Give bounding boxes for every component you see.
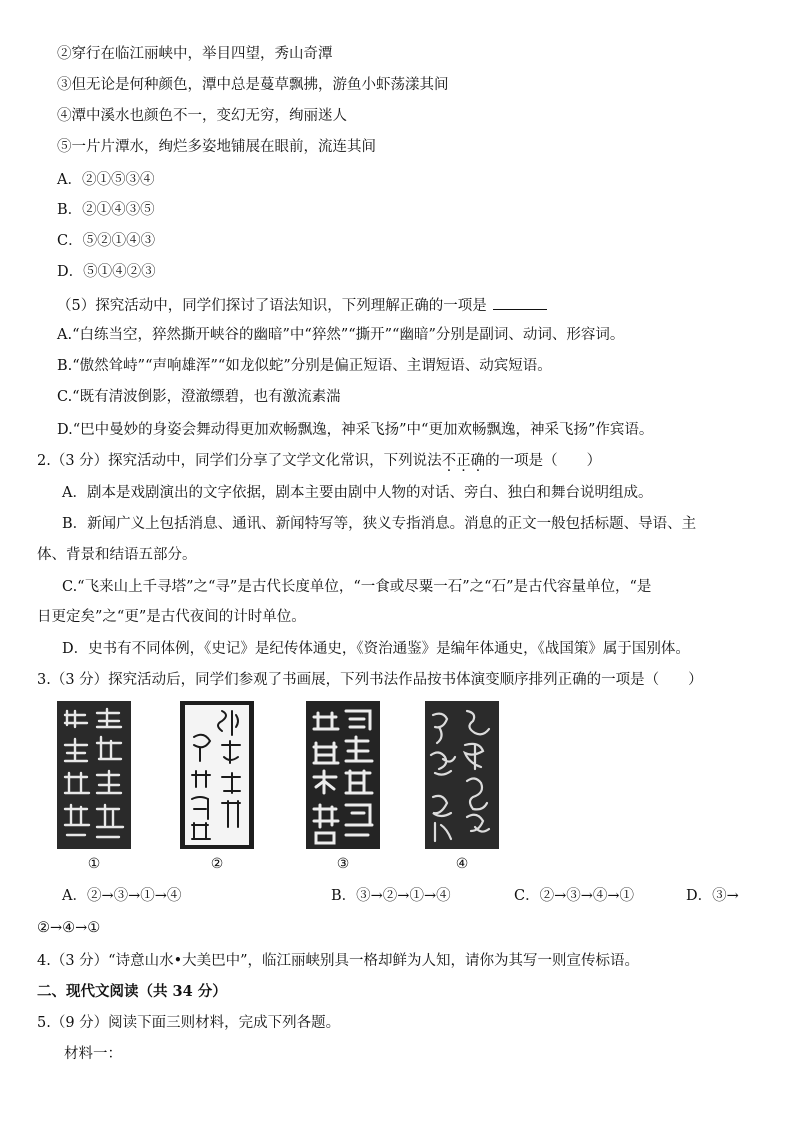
q1-item-2: ②穿行在临江丽峡中，举目四望，秀山奇潭 [57, 46, 333, 62]
calligraphy-rubbing-4 [425, 701, 499, 849]
q2-stem [37, 451, 601, 471]
q1-sub5-stem-text: （5）探究活动中，同学们探讨了语法知识，下列理解正确的一项是 [57, 298, 487, 314]
calligraphy-image-4 [425, 701, 499, 849]
q1-option-d: D．⑤①④②③ [57, 264, 156, 280]
q2-stem-after: 的一项是（ ） [485, 453, 602, 469]
q2-stem-before: 2.（3 分）探究活动中，同学们分享了文学文化常识，下列说法 [37, 453, 442, 469]
q1-sub5-option-c: C.“既有清波倒影，澄澈缥碧，也有激流素湍 [57, 389, 341, 405]
calligraphy-caption-3: ③ [336, 856, 350, 872]
section2-title: 二、现代文阅读（共 34 分） [37, 983, 227, 1000]
q2-option-c-line1: C.“飞来山上千寻塔”之“寻”是古代长度单位，“一食或尽粟一石”之“石”是古代容量单位，“是 [62, 579, 652, 595]
q1-option-c: C．⑤②①④③ [57, 233, 156, 249]
q3-option-b: B．③→②→①→④ [331, 888, 451, 904]
q3-option-a: A．②→③→①→④ [62, 888, 182, 904]
emphasis-char: 确 [470, 453, 486, 469]
q2-option-b-line1: B．新闻广义上包括消息、通讯、新闻特写等，狭义专指消息。消息的正文一般包括标题、导语、主 [62, 516, 697, 532]
q4-stem: 4.（3 分）“诗意山水•大美巴中”，临江丽峡别具一格却鲜为人知，请你为其写一则宣传标语。 [37, 953, 640, 969]
q5-material1-label: 材料一： [64, 1046, 122, 1062]
q5-stem: 5.（9 分）阅读下面三则材料，完成下列各题。 [37, 1015, 341, 1031]
emphasis-char: 正 [456, 453, 471, 469]
q2-option-c-line2: 日更定矣”之“更”是古代夜间的计时单位。 [37, 609, 306, 625]
emphasis-char: 不 [441, 453, 457, 469]
answer-blank [493, 295, 547, 310]
q2-option-a: A．剧本是戏剧演出的文字依据，剧本主要由剧中人物的对话、旁白、独白和舞台说明组成。 [62, 485, 653, 501]
q3-option-d-start: D．③→ [686, 888, 739, 904]
q1-sub5-stem [57, 295, 547, 316]
q1-item-3: ③但无论是何种颜色，潭中总是蔓草飘拂，游鱼小虾荡漾其间 [57, 77, 449, 93]
calligraphy-caption-4: ④ [455, 856, 469, 872]
q1-option-a: A．②①⑤③④ [57, 172, 155, 188]
q1-sub5-option-b: B.“傲然耸峙”“声响雄浑”“如龙似蛇”分别是偏正短语、主谓短语、动宾短语。 [57, 358, 552, 374]
q3-stem: 3.（3 分）探究活动后，同学们参观了书画展，下列书法作品按书体演变顺序排列正确的一项是（ ） [37, 672, 703, 688]
q2-option-d: D．史书有不同体例，《史记》是纪传体通史，《资治通鉴》是编年体通史，《战国策》属于国别体。 [62, 641, 690, 657]
calligraphy-image-2 [180, 701, 254, 849]
q3-option-d-cont: ②→④→① [37, 920, 101, 936]
calligraphy-rubbing-3 [306, 701, 380, 849]
q3-option-c: C．②→③→④→① [514, 888, 635, 904]
q1-sub5-option-a: A.“白练当空，猝然撕开峡谷的幽暗”中“猝然”“撕开”“幽暗”分别是副词、动词、形容词。 [57, 327, 625, 343]
q1-option-b: B．②①④③⑤ [57, 202, 155, 218]
calligraphy-caption-1: ① [87, 856, 101, 872]
calligraphy-caption-2: ② [210, 856, 224, 872]
q2-option-b-line2: 体、背景和结语五部分。 [37, 547, 197, 563]
calligraphy-image-1 [57, 701, 131, 849]
q1-item-5: ⑤一片片潭水，绚烂多姿地铺展在眼前，流连其间 [57, 139, 376, 155]
calligraphy-rubbing-1 [57, 701, 131, 849]
calligraphy-rubbing-2 [180, 701, 254, 849]
q1-sub5-option-d: D.“巴中曼妙的身姿会舞动得更加欢畅飘逸，神采飞扬”中“更加欢畅飘逸，神采飞扬”作宾语。 [57, 422, 654, 438]
calligraphy-image-3 [306, 701, 380, 849]
q1-item-4: ④潭中溪水也颜色不一，变幻无穷，绚丽迷人 [57, 108, 347, 124]
